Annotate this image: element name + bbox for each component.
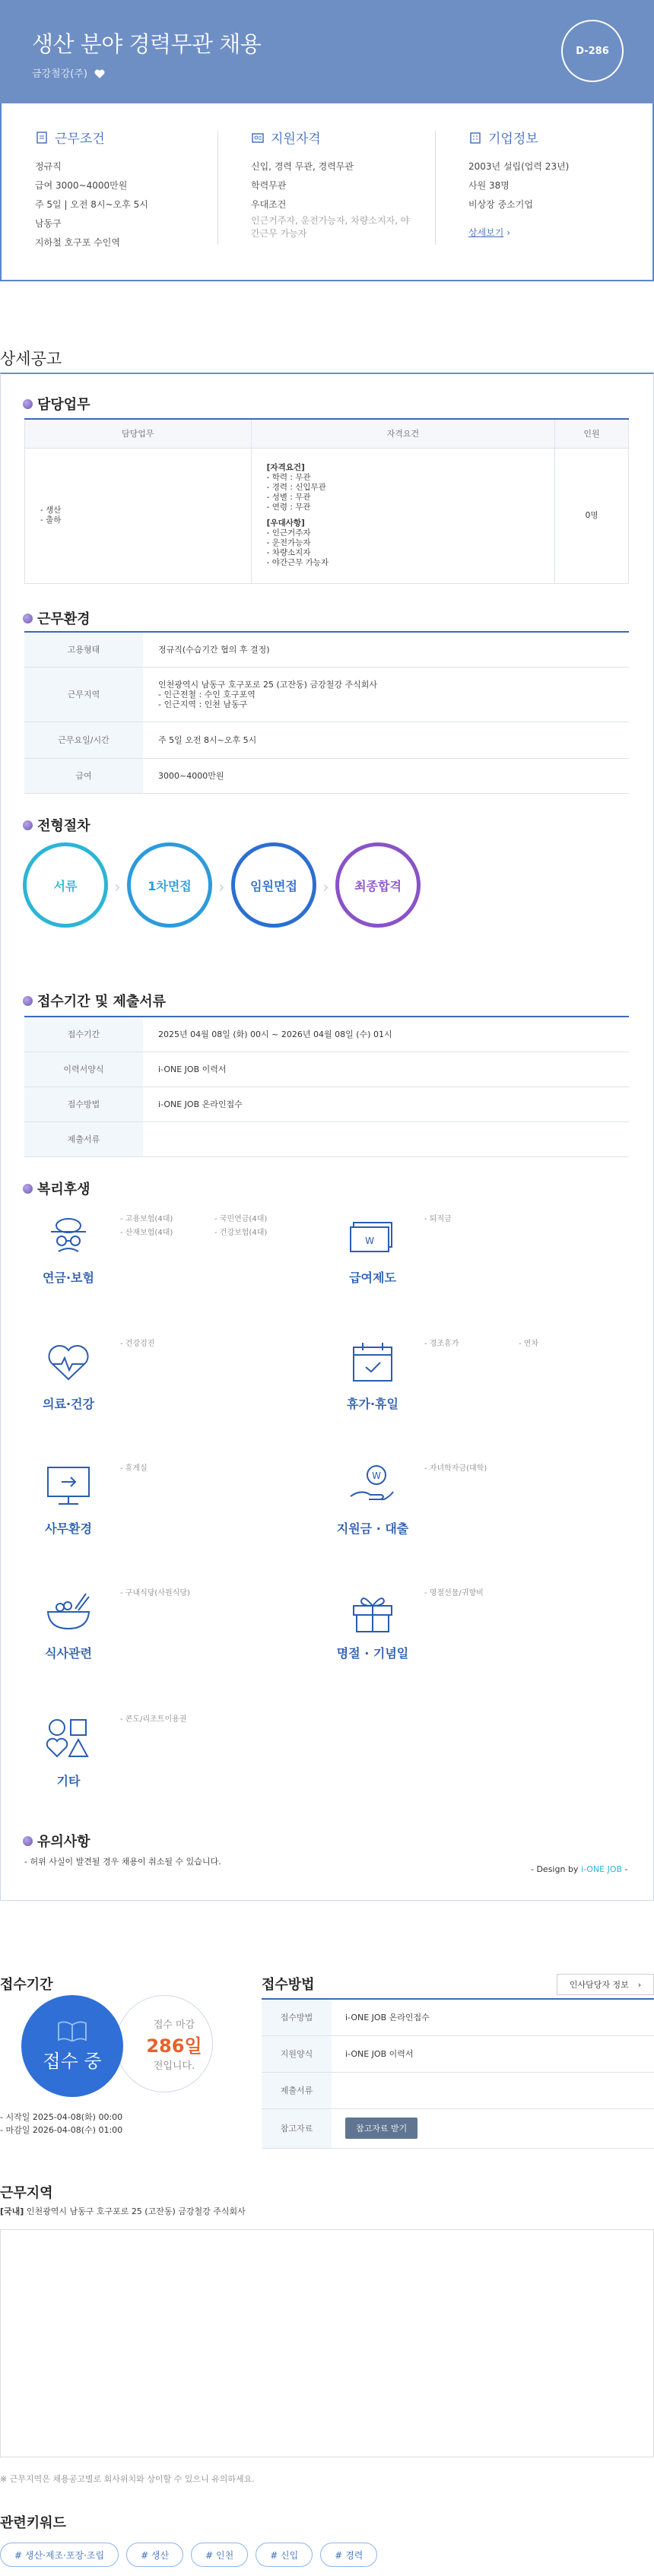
map-note: ※ 근무지역은 채용공고별로 회사위치와 상이할 수 있으니 유의하세요.	[0, 2474, 255, 2484]
qualifications-title: 지원자격	[271, 132, 321, 147]
column-header: 자격요건	[251, 419, 554, 448]
welfare-name: 지원금 · 대출	[336, 1521, 409, 1536]
welfare-tag: - 자녀학자금(대학)	[424, 1464, 487, 1473]
pref-text: 인근거주자, 운전가능자, 차량소지자, 야간근무 가능자	[251, 215, 410, 239]
qual-item: - 학력 : 무관	[266, 473, 311, 482]
welfare-tag: - 산재보험(4대)	[120, 1229, 173, 1237]
work-conditions-title: 근무조건	[55, 132, 105, 147]
document-icon	[35, 131, 49, 144]
start-date: 시작일 2025-04-08(화) 00:00	[5, 2112, 123, 2122]
manager-info-button[interactable]: 인사담당자 정보 ›	[557, 1974, 654, 1995]
bullet-icon	[23, 1184, 33, 1194]
heart-icon[interactable]	[94, 69, 105, 78]
pref-label: 우대조건	[251, 199, 287, 210]
env-heading	[23, 608, 90, 628]
status-circle	[21, 1995, 123, 2097]
location-addr: 인천광역시 남동구 호구포로 25 (고잔동) 금강철강 주식회사	[26, 2206, 246, 2216]
company-detail-link[interactable]: 상세보기	[468, 227, 504, 238]
period-title: 접수기간	[0, 1977, 53, 1993]
book-icon	[57, 2020, 87, 2041]
job-title: 생산 분야 경력무관 채용	[32, 31, 262, 57]
company-line: 사원 38명	[468, 180, 510, 191]
company-line: 2003년 설립(업력 23년)	[468, 161, 570, 172]
row-label: 고용형태	[24, 632, 143, 667]
row-label: 접수방법	[262, 1999, 332, 2035]
divider	[435, 131, 436, 245]
work-line: 주 5일 | 오전 8시~오후 5시	[35, 199, 148, 210]
row-value: 주 5일 오전 8시~오후 5시	[143, 722, 629, 758]
apply-heading	[23, 991, 166, 1010]
keyword-list	[0, 2543, 377, 2567]
welfare-name: 의료·건강	[43, 1397, 94, 1411]
qual-item: - 연령 : 무관	[266, 503, 311, 512]
process-step: 최종합격	[335, 842, 421, 928]
welfare-tag: - 콘도/리조트이용권	[120, 1715, 187, 1724]
row-value: 3000~4000만원	[143, 758, 629, 793]
work-conditions	[35, 128, 240, 252]
keyword-chip[interactable]: # 생산·제조·포장·조립	[0, 2543, 119, 2567]
qual-head: [자격요건]	[266, 463, 305, 472]
address: 인천광역시 남동구 호구포로 25 (고잔동) 금강철강 주식회사	[158, 679, 377, 690]
pref-item: - 야간근무 가능자	[266, 558, 329, 567]
health-icon	[42, 1340, 95, 1385]
work-line: 남동구	[35, 218, 62, 229]
pref-head: [우대사항]	[266, 519, 305, 528]
method-table	[262, 1998, 654, 2149]
chevron-right-icon: ›	[114, 878, 121, 897]
company-line: 비상장 중소기업	[468, 199, 533, 210]
welfare-name: 휴가·휴일	[347, 1397, 398, 1411]
notice-heading	[23, 1831, 90, 1851]
row-value: 정규직(수습기간 협의 후 결정)	[143, 632, 629, 667]
qual-line: 신입, 경력 무관, 경력무관	[251, 161, 354, 172]
work-line: 급여 3000~4000만원	[35, 180, 128, 191]
duty-title: 담당업무	[37, 397, 90, 413]
method-title: 접수방법	[262, 1977, 315, 1993]
row-label: 근무요일/시간	[24, 722, 143, 758]
divider	[217, 131, 218, 245]
keyword-chip[interactable]: # 신입	[256, 2543, 313, 2567]
welfare-tag: - 건강검진	[120, 1340, 155, 1348]
detail-section-title: 상세공고	[0, 350, 62, 368]
address-extra: - 인근지역 : 인천 남동구	[158, 699, 248, 709]
notice-text: - 허위 사실이 발견될 경우 채용이 취소될 수 있습니다.	[24, 1857, 221, 1867]
welfare-tag: - 휴게실	[120, 1464, 148, 1473]
duty-cell	[25, 448, 252, 583]
notice-title: 유의사항	[37, 1834, 90, 1850]
deadline-label: 접수 마감	[153, 2019, 195, 2031]
welfare-tag: - 국민연금(4대)	[214, 1215, 268, 1223]
row-label: 제출서류	[262, 2072, 332, 2108]
row-label: 접수방법	[24, 1087, 143, 1121]
address-extra: - 인근전철 : 수인 호구포역	[158, 689, 256, 700]
env-title: 근무환경	[37, 611, 90, 627]
chevron-right-icon[interactable]: ›	[506, 227, 511, 238]
work-line: 지하철 호구포 수인역	[35, 237, 120, 248]
chevron-right-icon: ›	[637, 1979, 642, 1990]
row-value: 2025년 04월 08일 (화) 00시 ~ 2026년 04월 08일 (수) 01시	[143, 1017, 629, 1052]
design-credit: - Design by i-ONE JOB -	[531, 1864, 628, 1874]
bullet-icon	[23, 399, 33, 409]
bullet-icon	[23, 1836, 33, 1846]
process-step: 1차면접	[127, 842, 212, 928]
welfare-name: 급여제도	[349, 1271, 396, 1285]
welfare-title: 복리후생	[37, 1182, 90, 1198]
welfare-tag: - 고용보험(4대)	[120, 1215, 173, 1223]
chevron-right-icon: ›	[218, 878, 225, 897]
welfare-name: 명절 · 기념일	[336, 1646, 409, 1661]
company-name-text[interactable]: 금강철강(주)	[32, 68, 87, 80]
status-text: 접수 중	[43, 2050, 102, 2072]
count-cell: 0명	[555, 448, 629, 583]
keyword-title: 관련키워드	[0, 2515, 66, 2531]
welfare-name: 기타	[56, 1774, 81, 1788]
apply-table	[24, 1016, 629, 1157]
chevron-right-icon: ›	[322, 878, 329, 897]
meal-icon	[42, 1589, 95, 1635]
insurance-icon	[42, 1215, 95, 1261]
deadline-days: 286일	[146, 2035, 202, 2057]
pref-item: - 차량소지자	[266, 548, 311, 557]
dday-badge: D-286	[561, 20, 624, 82]
qualifications	[251, 128, 456, 240]
deadline-suffix: 전입니다.	[153, 2060, 195, 2072]
column-header: 인원	[555, 419, 629, 448]
row-label: 접수기간	[24, 1017, 143, 1052]
welfare-tag: - 명절선물/귀향비	[424, 1589, 484, 1597]
row-label: 근무지역	[24, 667, 143, 722]
end-date: 마감일 2026-04-08(수) 01:00	[5, 2125, 123, 2135]
welfare-name: 사무환경	[45, 1521, 92, 1536]
building-icon	[468, 131, 482, 144]
work-line: 정규직	[35, 161, 62, 172]
qual-item: - 경력 : 신입무관	[266, 483, 326, 492]
process-step: 서류	[23, 842, 108, 928]
row-value	[143, 1121, 629, 1156]
id-card-icon	[251, 131, 265, 144]
etc-icon	[42, 1715, 95, 1761]
row-value: i-ONE JOB 온라인접수	[143, 1087, 629, 1121]
welfare-tag: - 건강보험(4대)	[214, 1229, 268, 1237]
gift-icon	[346, 1589, 399, 1635]
location-address	[0, 2205, 246, 2217]
welfare-tag: - 퇴직금	[424, 1215, 452, 1223]
row-value: i-ONE JOB 온라인접수	[332, 1999, 654, 2035]
company-info-title: 기업정보	[488, 132, 538, 147]
process-title: 전형절차	[37, 818, 90, 834]
bullet-icon	[23, 614, 33, 623]
reference-download-button[interactable]: 참고자료 받기	[345, 2118, 417, 2139]
map-area[interactable]	[0, 2229, 654, 2457]
row-value	[332, 2072, 654, 2108]
company-info	[468, 128, 654, 243]
vacation-icon	[346, 1340, 399, 1385]
period-dates: - 시작일 2025-04-08(화) 00:00 - 마감일 2026-04-08(수) 01:00	[0, 2112, 123, 2135]
salary-icon	[346, 1217, 399, 1262]
keyword-chip[interactable]: # 경력	[320, 2543, 377, 2567]
location-title: 근무지역	[0, 2185, 53, 2201]
row-value	[332, 2108, 654, 2148]
row-value: i-ONE JOB 이력서	[332, 2035, 654, 2072]
welfare-heading	[23, 1179, 90, 1198]
keyword-chip[interactable]: # 생산	[126, 2543, 183, 2567]
pref-item: - 인근거주자	[266, 528, 311, 538]
support-icon	[346, 1463, 399, 1508]
duty-line: - 생산	[40, 506, 62, 515]
row-label: 참고자료	[262, 2108, 332, 2148]
office-icon	[42, 1463, 95, 1508]
row-label: 이력서양식	[24, 1052, 143, 1087]
process-step: 임원면접	[231, 842, 316, 928]
row-label: 급여	[24, 758, 143, 793]
welfare-tag: - 경조휴가	[424, 1340, 459, 1348]
duty-table	[24, 418, 629, 584]
row-label: 제출서류	[24, 1121, 143, 1156]
location-tag: [국내]	[0, 2206, 24, 2216]
deadline-circle	[116, 1995, 213, 2092]
welfare-name: 식사관련	[45, 1646, 92, 1661]
svg-text:W: W	[365, 1236, 374, 1246]
column-header: 담당업무	[25, 419, 252, 448]
welfare-name: 연금·보험	[43, 1271, 94, 1285]
keyword-chip[interactable]: # 인천	[191, 2543, 248, 2567]
welfare-tag: - 구내식당(사원식당)	[120, 1589, 190, 1597]
bullet-icon	[23, 820, 33, 830]
env-table	[24, 631, 629, 794]
welfare-tag: - 연차	[519, 1340, 539, 1348]
bullet-icon	[23, 996, 33, 1006]
duty-line: - 출하	[40, 516, 62, 525]
row-value: i-ONE JOB 이력서	[143, 1052, 629, 1087]
qual-line: 학력무관	[251, 180, 287, 191]
company-name[interactable]	[32, 65, 105, 80]
svg-text:W: W	[372, 1470, 381, 1481]
pref-item: - 운전가능자	[266, 538, 311, 547]
qual-cell	[251, 448, 554, 583]
duty-heading	[23, 394, 90, 414]
row-label: 지원양식	[262, 2035, 332, 2072]
apply-title: 접수기간 및 제출서류	[37, 994, 167, 1010]
row-value	[143, 667, 629, 722]
process-heading	[23, 815, 90, 835]
qual-item: - 성별 : 무관	[266, 493, 311, 502]
